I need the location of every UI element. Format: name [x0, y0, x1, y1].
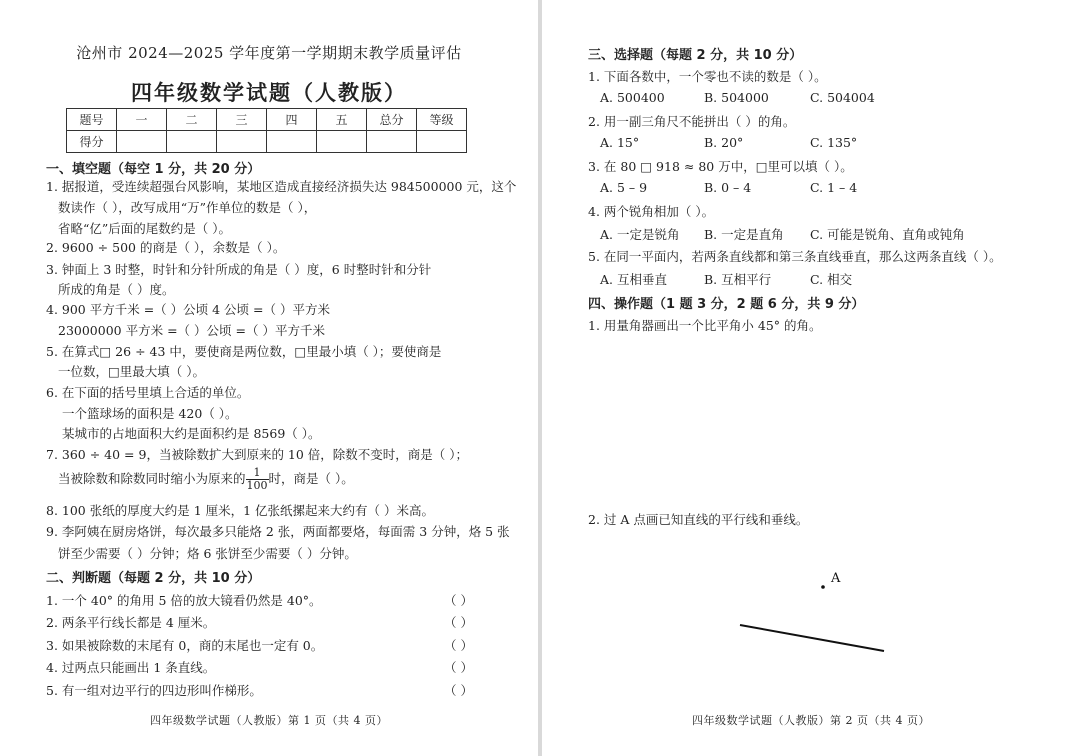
- score-header-cell: 三: [217, 109, 267, 131]
- page2-footer: 四年级数学试题（人教版）第 2 页（共 4 页）: [692, 714, 930, 727]
- choice-q2-option-c[interactable]: C. 135°: [810, 135, 858, 150]
- fraction: [246, 467, 269, 492]
- operation-q1: 1. 用量角器画出一个比平角小 45° 的角。: [588, 318, 822, 333]
- q4-line1: 4. 900 平方千米 =（ ）公顷 4 公顷 =（ ）平方米: [46, 302, 330, 317]
- choice-q3-option-a[interactable]: A. 5 – 9: [600, 180, 648, 195]
- score-header-cell: 一: [117, 109, 167, 131]
- choice-q3-option-c[interactable]: C. 1 – 4: [810, 180, 858, 195]
- score-header-cell: 题号: [67, 109, 117, 131]
- q7-line2-pre: 当被除数和除数同时缩小为原来的: [58, 471, 246, 486]
- given-line: [740, 625, 884, 651]
- score-header-cell: 总分: [367, 109, 417, 131]
- q1-line1: 1. 据报道，受连续超强台风影响，某地区造成直接经济损失达 984500000 元，这个: [46, 179, 517, 194]
- score-cell[interactable]: [367, 131, 417, 153]
- judge-item-5: 5. 有一组对边平行的四边形叫作梯形。: [46, 683, 262, 698]
- score-table: [66, 108, 467, 153]
- q2-line: 2. 9600 ÷ 500 的商是（ ），余数是（ ）。: [46, 240, 286, 255]
- q8-line: 8. 100 张纸的厚度大约是 1 厘米，1 亿张纸摞起来大约有（ ）米高。: [46, 503, 435, 518]
- score-cell[interactable]: [167, 131, 217, 153]
- q7-line1: 7. 360 ÷ 40 = 9，当被除数扩大到原来的 10 倍，除数不变时，商是（ ）；: [46, 447, 469, 462]
- q6-line3: 某城市的占地面积大约是面积约是 8569（ ）。: [62, 426, 321, 441]
- score-table-score-row: [67, 131, 467, 153]
- q6-line1: 6. 在下面的括号里填上合适的单位。: [46, 385, 250, 400]
- fraction-denominator: 100: [246, 479, 268, 492]
- choice-q5-option-b[interactable]: B. 互相平行: [704, 272, 772, 287]
- judge-item-4: 4. 过两点只能画出 1 条直线。: [46, 660, 216, 675]
- point-a: [821, 585, 825, 589]
- choice-q3: 3. 在 80 □ 918 ≈ 80 万中，□里可以填（ ）。: [588, 159, 853, 174]
- q3-line2: 所成的角是（ ）度。: [58, 282, 175, 297]
- exam-page-2: [542, 0, 1080, 756]
- q7-line2-post: 时，商是（ ）。: [268, 471, 354, 486]
- judge-answer-bracket[interactable]: （ ）: [444, 660, 473, 675]
- q6-line2: 一个篮球场的面积是 420（ ）。: [62, 406, 238, 421]
- choice-q2: 2. 用一副三角尺不能拼出（ ）的角。: [588, 114, 796, 129]
- q1-line2: 数读作（ ），改写成用“万”作单位的数是（ ），: [58, 200, 317, 215]
- judge-item-3: 3. 如果被除数的末尾有 0，商的末尾也一定有 0。: [46, 638, 324, 653]
- q1-line3: 省略“亿”后面的尾数约是（ ）。: [58, 221, 232, 236]
- exam-subtitle: 四年级数学试题（人教版）: [131, 80, 407, 105]
- score-header-cell: 二: [167, 109, 217, 131]
- score-cell[interactable]: [417, 131, 467, 153]
- section3-heading: 三、选择题（每题 2 分，共 10 分）: [588, 48, 803, 63]
- choice-q4-option-a[interactable]: A. 一定是锐角: [600, 227, 680, 242]
- judge-answer-bracket[interactable]: （ ）: [444, 638, 473, 653]
- exam-page-1: [0, 0, 538, 756]
- score-cell[interactable]: [217, 131, 267, 153]
- judge-answer-bracket[interactable]: （ ）: [444, 615, 473, 630]
- choice-q2-option-b[interactable]: B. 20°: [704, 135, 744, 150]
- choice-q1: 1. 下面各数中，一个零也不读的数是（ ）。: [588, 69, 827, 84]
- q9-line2: 饼至少需要（ ）分钟；烙 6 张饼至少需要（ ）分钟。: [58, 546, 357, 561]
- judge-answer-bracket[interactable]: （ ）: [444, 593, 473, 608]
- q7-line2: [58, 467, 354, 492]
- score-cell[interactable]: [117, 131, 167, 153]
- score-row-label: 得分: [67, 131, 117, 153]
- choice-q5: 5. 在同一平面内，若两条直线都和第三条直线垂直，那么这两条直线（ ）。: [588, 249, 1002, 264]
- score-header-cell: 五: [317, 109, 367, 131]
- judge-answer-bracket[interactable]: （ ）: [444, 683, 473, 698]
- q4-line2: 23000000 平方米 =（ ）公顷 =（ ）平方千米: [58, 323, 325, 338]
- section1-heading: 一、填空题（每空 1 分，共 20 分）: [46, 162, 261, 177]
- choice-q1-option-b[interactable]: B. 504000: [704, 90, 769, 105]
- section4-heading: 四、操作题（1 题 3 分，2 题 6 分，共 9 分）: [588, 297, 865, 312]
- page1-footer: 四年级数学试题（人教版）第 1 页（共 4 页）: [150, 714, 388, 727]
- q5-line2: 一位数，□里最大填（ ）。: [58, 364, 206, 379]
- score-header-cell: 等级: [417, 109, 467, 131]
- q9-line1: 9. 李阿姨在厨房烙饼，每次最多只能烙 2 张，两面都要烙，每面需 3 分钟，烙 5 张: [46, 524, 510, 539]
- choice-q3-option-b[interactable]: B. 0 – 4: [704, 180, 752, 195]
- q3-line1: 3. 钟面上 3 时整，时针和分针所成的角是（ ）度，6 时整时针和分针: [46, 262, 432, 277]
- operation-q2: 2. 过 A 点画已知直线的平行线和垂线。: [588, 512, 809, 527]
- choice-q5-option-a[interactable]: A. 互相垂直: [600, 272, 667, 287]
- score-cell[interactable]: [267, 131, 317, 153]
- choice-q1-option-c[interactable]: C. 504004: [810, 90, 875, 105]
- point-a-label: A: [831, 571, 841, 586]
- choice-q2-option-a[interactable]: A. 15°: [600, 135, 640, 150]
- line-and-point-figure: [732, 560, 932, 670]
- judge-item-2: 2. 两条平行线长都是 4 厘米。: [46, 615, 216, 630]
- choice-q4-option-b[interactable]: B. 一定是直角: [704, 227, 784, 242]
- exam-title: 沧州市 2024—2025 学年度第一学期期末教学质量评估: [76, 44, 462, 62]
- q5-line1: 5. 在算式□ 26 ÷ 43 中，要使商是两位数，□里最小填（ ）；要使商是: [46, 344, 442, 359]
- score-table-header-row: [67, 109, 467, 131]
- choice-q4: 4. 两个锐角相加（ ）。: [588, 204, 715, 219]
- score-header-cell: 四: [267, 109, 317, 131]
- choice-q4-option-c[interactable]: C. 可能是锐角、直角或钝角: [810, 227, 965, 242]
- choice-q5-option-c[interactable]: C. 相交: [810, 272, 853, 287]
- fraction-numerator: 1: [246, 467, 269, 480]
- section2-heading: 二、判断题（每题 2 分，共 10 分）: [46, 571, 261, 586]
- choice-q1-option-a[interactable]: A. 500400: [600, 90, 665, 105]
- judge-item-1: 1. 一个 40° 的角用 5 倍的放大镜看仍然是 40°。: [46, 593, 322, 608]
- score-cell[interactable]: [317, 131, 367, 153]
